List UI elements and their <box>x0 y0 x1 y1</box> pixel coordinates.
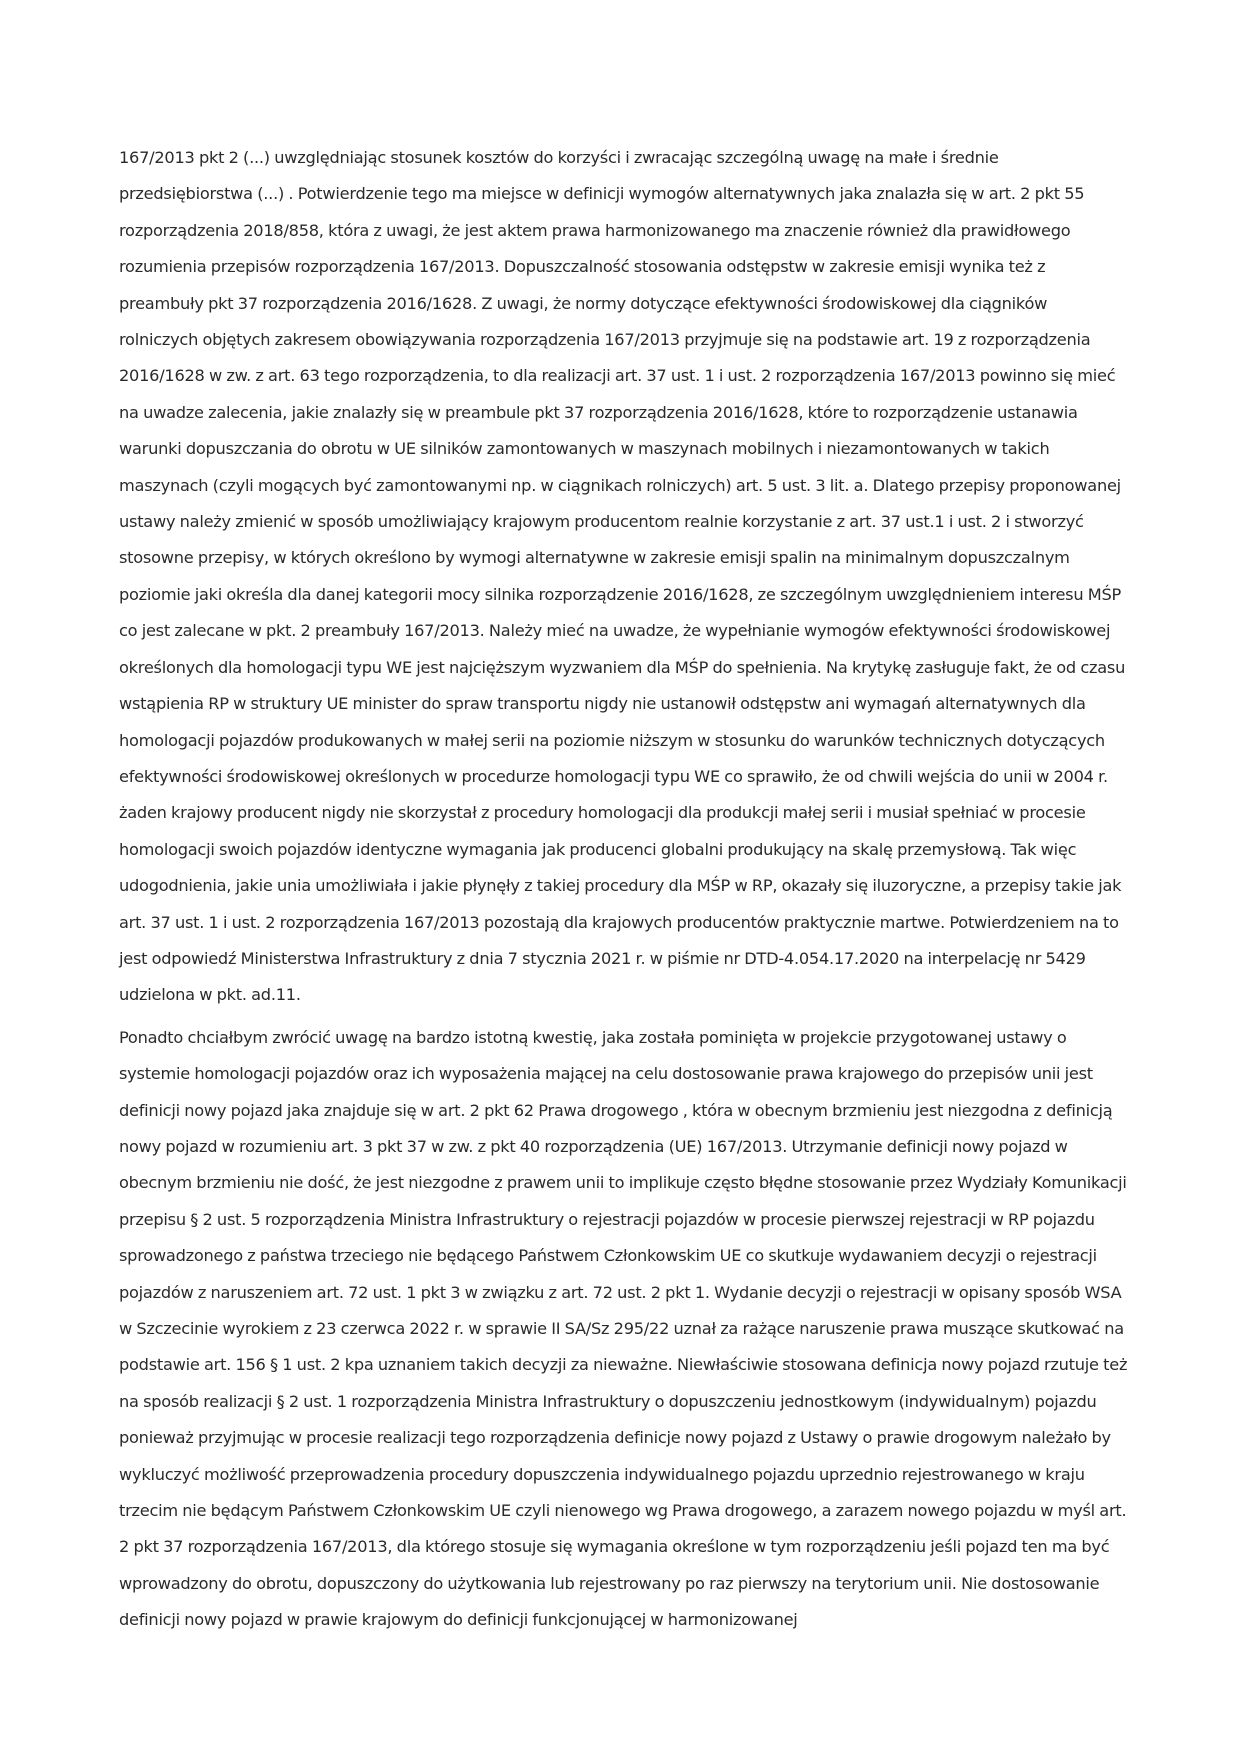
paragraph-2: Ponadto chciałbym zwrócić uwagę na bardzo istotną kwestię, jaka została pominięta w projekcie przygotowanej ustawy o systemie homologacji pojazdów oraz ich wyposażenia mającej na celu dostosowanie prawa krajowego do przepisów unii jest definicji nowy pojazd jaka znajduje się w art. 2 pkt 62 Prawa drogowego , która w obecnym brzmieniu jest niezgodna z definicją nowy pojazd w rozumieniu art. 3 pkt 37 w zw. z pkt 40 rozporządzenia (UE) 167/2013. Utrzymanie definicji nowy pojazd w obecnym brzmieniu nie dość, że jest niezgodne z prawem unii to implikuje często błędne stosowanie przez Wydziały Komunikacji przepisu § 2 ust. 5 rozporządzenia Ministra Infrastruktury o rejestracji pojazdów w procesie pierwszej rejestracji w RP pojazdu sprowadzonego z państwa trzeciego nie będącego Państwem Członkowskim UE co skutkuje wydawaniem decyzji o rejestracji pojazdów z naruszeniem art. 72 ust. 1 pkt 3 w związku z art. 72 ust. 2 pkt 1. Wydanie decyzji o rejestracji w opisany sposób WSA w Szczecinie wyrokiem z 23 czerwca 2022 r. w sprawie II SA/Sz 295/22 uznał za rażące naruszenie prawa muszące skutkować na podstawie art. 156 § 1 ust. 2 kpa uznaniem takich decyzji za nieważne. Niewłaściwie stosowana definicja nowy pojazd rzutuje też na sposób realizacji § 2 ust. 1 rozporządzenia Ministra Infrastruktury o dopuszczeniu jednostkowym (indywidualnym) pojazdu ponieważ przyjmując w procesie realizacji tego rozporządzenia definicje nowy pojazd z Ustawy o prawie drogowym należało by wykluczyć możliwość przeprowadzenia procedury dopuszczenia indywidualnego pojazdu uprzednio rejestrowanego w kraju trzecim nie będącym Państwem Członkowskim UE czyli nienowego wg Prawa drogowego, a zarazem nowego pojazdu w myśl art. 2 pkt 37 rozporządzenia 167/2013, dla którego stosuje się wymagania określone w tym rozporządzeniu jeśli pojazd ten ma być wprowadzony do obrotu, dopuszczony do użytkowania lub rejestrowany po raz pierwszy na terytorium unii. Nie dostosowanie definicji nowy pojazd w prawie krajowym do definicji funkcjonującej w harmonizowanej <box>119 1027 1128 1630</box>
document-page <box>119 140 1129 1645</box>
paragraph-1: 167/2013 pkt 2 (...) uwzględniając stosunek kosztów do korzyści i zwracając szczególną uwagę na małe i średnie przedsiębiorstwa (...) . Potwierdzenie tego ma miejsce w definicji wymogów alternatywnych jaka znalazła się w art. 2 pkt 55 rozporządzenia 2018/858, która z uwagi, że jest aktem prawa harmonizowanego ma znaczenie również dla prawidłowego rozumienia przepisów rozporządzenia 167/2013. Dopuszczalność stosowania odstępstw w zakresie emisji wynika też z preambuły pkt 37 rozporządzenia 2016/1628. Z uwagi, że normy dotyczące efektywności środowiskowej dla ciągników rolniczych objętych zakresem obowiązywania rozporządzenia 167/2013 przyjmuje się na podstawie art. 19 z rozporządzenia 2016/1628 w zw. z art. 63 tego rozporządzenia, to dla realizacji art. 37 ust. 1 i ust. 2 rozporządzenia 167/2013 powinno się mieć na uwadze zalecenia, jakie znalazły się w preambule pkt 37 rozporządzenia 2016/1628, które to rozporządzenie ustanawia warunki dopuszczania do obrotu w UE silników zamontowanych w maszynach mobilnych i niezamontowanych w takich maszynach (czyli mogących być zamontowanymi np. w ciągnikach rolniczych) art. 5 ust. 3 lit. a. Dlatego przepisy proponowanej ustawy należy zmienić w sposób umożliwiający krajowym producentom realnie korzystanie z art. 37 ust.1 i ust. 2 i stworzyć stosowne przepisy, w których określono by wymogi alternatywne w zakresie emisji spalin na minimalnym dopuszczalnym poziomie jaki określa dla danej kategorii mocy silnika rozporządzenie 2016/1628, ze szczególnym uwzględnieniem interesu MŚP co jest zalecane w pkt. 2 preambuły 167/2013. Należy mieć na uwadze, że wypełnianie wymogów efektywności środowiskowej określonych dla homologacji typu WE jest najcięższym wyzwaniem dla MŚP do spełnienia. Na krytykę zasługuje fakt, że od czasu wstąpienia RP w struktury UE minister do spraw transportu nigdy nie ustanowił odstępstw ani wymagań alternatywnych dla homologacji pojazdów produkowanych w małej serii na poziomie niższym w stosunku do warunków technicznych dotyczących efektywności środowiskowej określonych w procedurze homologacji typu WE co sprawiło, że od chwili wejścia do unii w 2004 r. żaden krajowy producent nigdy nie skorzystał z procedury homologacji dla produkcji małej serii i musiał spełniać w procesie homologacji swoich pojazdów identyczne wymagania jak producenci globalni produkujący na skalę przemysłową. Tak więc udogodnienia, jakie unia umożliwiała i jakie płynęły z takiej procedury dla MŚP w RP, okazały się iluzoryczne, a przepisy takie jak art. 37 ust. 1 i ust. 2 rozporządzenia 167/2013 pozostają dla krajowych producentów praktycznie martwe. Potwierdzeniem na to jest odpowiedź Ministerstwa Infrastruktury z dnia 7 stycznia 2021 r. w piśmie nr DTD-4.054.17.2020 na interpelację nr 5429 udzielona w pkt. ad.11. <box>119 148 1126 1005</box>
